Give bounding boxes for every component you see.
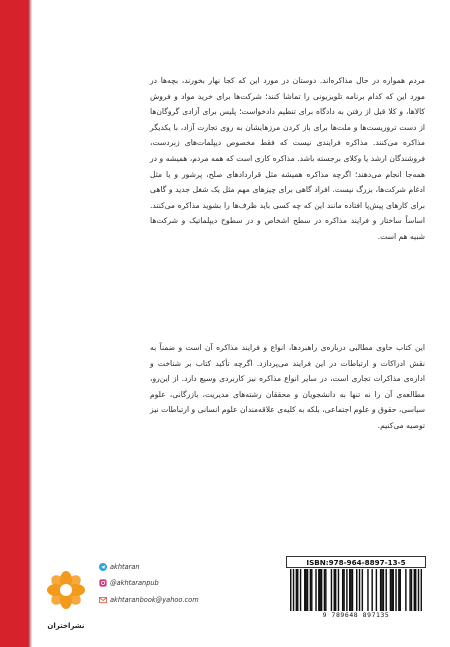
logo-center (60, 584, 72, 596)
barcode-bar (311, 569, 312, 611)
barcode-bar (305, 569, 306, 611)
publisher-logo-icon (44, 560, 88, 624)
barcode-bar (400, 569, 401, 611)
barcode-bar (393, 569, 394, 611)
mail-icon (99, 596, 107, 604)
barcode-bar (421, 569, 422, 611)
barcode-bar (376, 569, 377, 611)
telegram-contact[interactable] (99, 563, 140, 571)
barcode-bar (381, 569, 382, 611)
barcode-bar (349, 569, 350, 611)
barcode-bar (318, 569, 319, 611)
barcode-bar (418, 569, 419, 611)
barcode-bar (371, 569, 372, 611)
barcode-bar (415, 569, 416, 611)
barcode-bar (398, 569, 399, 611)
red-spine (0, 0, 28, 647)
barcode-bar (383, 569, 384, 611)
barcode-bar (290, 569, 291, 611)
barcode-bar (359, 569, 360, 611)
barcode-bar (300, 569, 301, 611)
instagram-handle: @akhtaranpub (110, 579, 159, 587)
barcode-bar (390, 569, 391, 611)
paragraph-1-text: مردم همواره در حال مذاکره‌اند. دوستان در مورد این که کجا نهار بخورند، بچه‌ها در مورد این که کدام برنامه تلویزیونی را تماشا کنند؛ شرکت‌ها برای خرید مواد و فروش کالاها، و کلا قبل از رفتن به دادگاه برای تنظیم دادخواست؛ پلیس برای آزادی گروگان‌ها از دست تروریست‌ها و ملت‌ها برای باز کردن مرزهایشان به روی تجارت آزاد، با یکدیگر مذاکره می‌کنند. مذاکره فرایندی نیست که فقط مخصوص دیپلمات‌های زبردست، فروشندگان ارشد یا وکلای برجسته باشد. مذاکره کاری است که همه مردم، همیشه و در همه‌جا انجام می‌دهند؛ اگرچه مذاکره همیشه مثل قراردادهای صلح، پرشور و یا مثل ادغام شرکت‌ها، بزرگ نیست. افراد گاهی برای چیزهای مهم مثل یک شغل جدید و گاهی برای کارهای پیش‌پا افتاده مانند این که چه کسی باید ظرف‌ها را بشوید مذاکره می‌کنند. اساساً ساختار و فرایند مذاکره در سطح اشخاص و در سطوح دیپلماتیک و شرکت‌ها شبیه هم است. (150, 76, 425, 241)
barcode-bar (362, 569, 363, 611)
barcode-bar (297, 569, 298, 611)
barcode-bar (324, 569, 325, 611)
back-cover-paragraph-1 (150, 73, 425, 245)
barcode-bar (334, 569, 335, 611)
isbn-barcode (286, 556, 426, 622)
barcode-bar (325, 569, 326, 611)
spine-edge-shadow (28, 0, 32, 647)
publisher-name: نشراختران (47, 622, 85, 630)
barcode-bar (307, 569, 308, 611)
email-address: akhtaranbook@yahoo.com (110, 596, 199, 604)
barcode-bar (411, 569, 412, 611)
email-contact[interactable] (99, 596, 199, 604)
barcode-digits: 9 789648 897135 (322, 611, 390, 619)
barcode-bar (356, 569, 357, 611)
barcode-bar (391, 569, 392, 611)
barcode-bar (338, 569, 339, 611)
barcode-bar (350, 569, 351, 611)
barcode-bar (342, 569, 343, 611)
barcode-bar (414, 569, 415, 611)
barcode-bar (321, 569, 322, 611)
barcode-bar (352, 569, 353, 611)
barcode-bar (380, 569, 381, 611)
barcode-bar (310, 569, 311, 611)
barcode-bar (343, 569, 344, 611)
barcode-bar (405, 569, 406, 611)
barcode-bar (367, 569, 368, 611)
barcode-bar (385, 569, 386, 611)
isbn-label: ISBN:978-964-8897-13-5 (286, 556, 426, 568)
barcode-bar (315, 569, 316, 611)
barcode-bar (346, 569, 347, 611)
barcode-bars (290, 569, 422, 611)
telegram-icon (99, 563, 107, 571)
instagram-icon (99, 579, 107, 587)
paragraph-2-text: این کتاب حاوی مطالبی درباره‌ی راهبردها، انواع و فرایند مذاکره آن است و ضمناً به نقش ادراکات و ارتباطات در این فرایند می‌پردازد. اگرچه تأکید کتاب بر شناخت و اداره‌ی مذاکرات تجاری است، در سایر انواع مذاکره نیز کاربردی وسیع دارد. از این‌رو، مطالعه‌ی آن را نه تنها به دانشجویان و محققان رشته‌های مدیریت، بازرگانی، علوم سیاسی، حقوق و علوم اجتماعی، بلکه به کلیه‌ی علاقه‌مندان علوم انسانی و ارتباطات نیز توصیه می‌کنیم. (150, 343, 425, 430)
telegram-handle: akhtaran (110, 563, 140, 571)
barcode-bar (296, 569, 297, 611)
barcode-bar (319, 569, 320, 611)
barcode-bar (293, 569, 294, 611)
barcode-bar (409, 569, 410, 611)
barcode-bar (395, 569, 396, 611)
back-cover-paragraph-2 (150, 340, 425, 434)
barcode-bar (331, 569, 332, 611)
barcode-bar (335, 569, 336, 611)
instagram-contact[interactable] (99, 579, 159, 587)
barcode-bar (304, 569, 305, 611)
